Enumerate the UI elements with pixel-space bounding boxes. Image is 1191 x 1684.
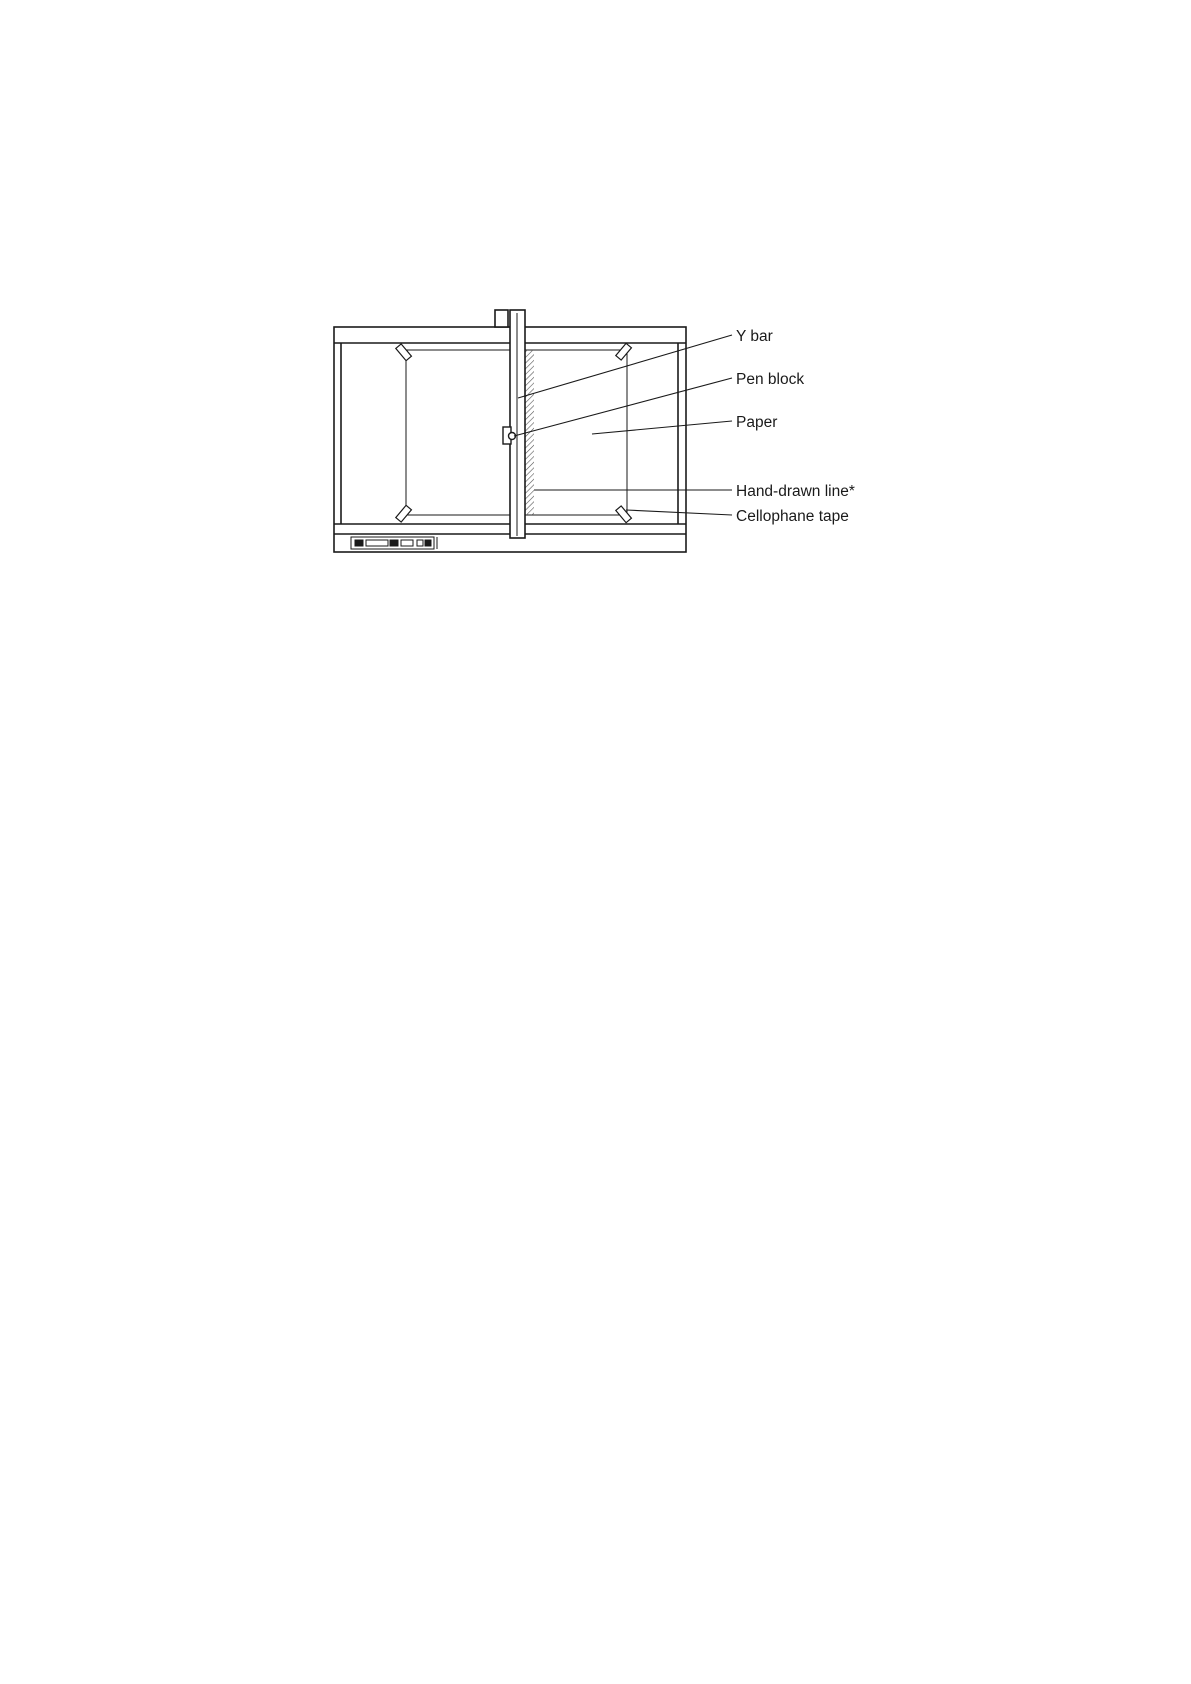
label-paper: Paper [736,414,778,431]
label-pen-block: Pen block [736,371,805,388]
leader-pen-block [514,378,732,436]
tape-bottom-left [396,505,412,522]
leader-paper [592,421,732,434]
tape-bottom-right [616,506,632,523]
label-hand-drawn-line: Hand-drawn line* [736,483,855,500]
label-y-bar: Y bar [736,328,773,345]
label-cellophane-tape: Cellophane tape [736,508,849,525]
y-bar [495,310,525,538]
tape-top-right [616,343,632,360]
tape-top-left [396,344,412,361]
control-panel [351,537,437,549]
leader-cellophane-tape [626,510,732,515]
